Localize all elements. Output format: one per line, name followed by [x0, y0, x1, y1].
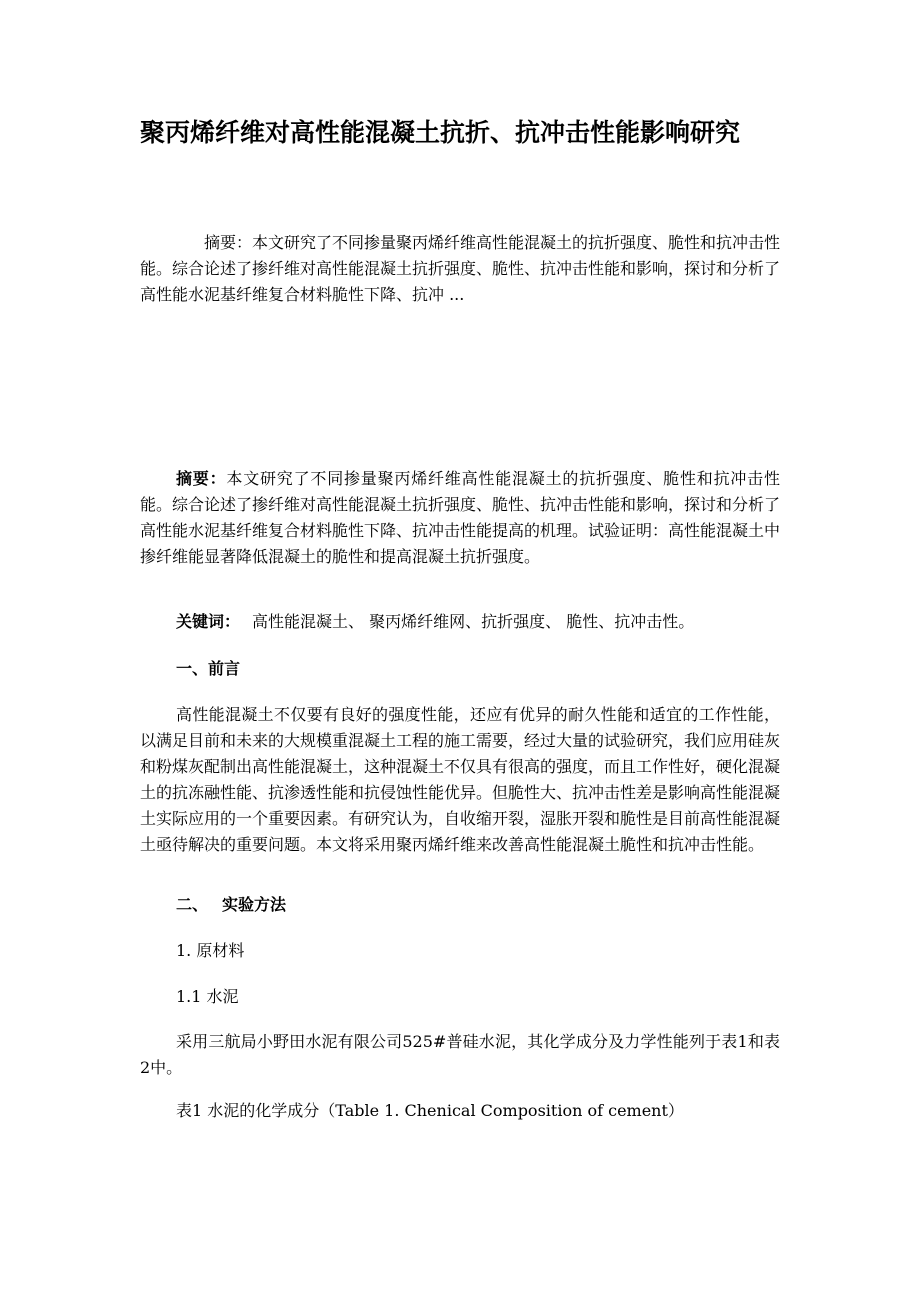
section-heading-methods-number: 二、	[176, 895, 209, 914]
keywords-text: 高性能混凝土、 聚丙烯纤维网、抗折强度、 脆性、抗冲击性。	[252, 612, 695, 631]
table1-caption: 表1 水泥的化学成分（Table 1. Chenical Composition of cement）	[176, 1101, 684, 1120]
cement-paragraph: 采用三航局小野田水泥有限公司525#普硅水泥，其化学成分及力学性能列于表1和表2中。	[140, 1032, 780, 1077]
section-heading-methods	[140, 892, 780, 918]
abstract-text: 本文研究了不同掺量聚丙烯纤维高性能混凝土的抗折强度、脆性和抗冲击性能。综合论述了掺纤维对高性能混凝土抗折强度、脆性、抗冲击性能和影响，探讨和分析了高性能水泥基纤维复合材料脆性下降、抗冲击性能提高的机理。试验证明：高性能混凝土中掺纤维能显著降低混凝土的脆性和提高混凝土抗折强度。	[140, 469, 781, 566]
subsection-raw-materials: 1. 原材料	[176, 941, 245, 960]
document-title: 聚丙烯纤维对高性能混凝土抗折、抗冲击性能影响研究	[140, 118, 741, 147]
abstract-preview: 摘要：本文研究了不同掺量聚丙烯纤维高性能混凝土的抗折强度、脆性和抗冲击性能。综合论述了掺纤维对高性能混凝土抗折强度、脆性、抗冲击性能和影响，探讨和分析了高性能水泥基纤维复合材料脆性下降、抗冲 ...	[140, 233, 781, 304]
section-heading-methods-text: 实验方法	[222, 895, 287, 914]
section-heading-preface: 一、前言	[176, 659, 241, 678]
preface-paragraph: 高性能混凝土不仅要有良好的强度性能，还应有优异的耐久性能和适宜的工作性能，以满足目前和未来的大规模重混凝土工程的施工需要，经过大量的试验研究，我们应用硅灰和粉煤灰配制出高性能混凝土，这种混凝土不仅具有很高的强度，而且工作性好，硬化混凝土的抗冻融性能、抗渗透性能和抗侵蚀性能优异。但脆性大、抗冲击性差是影响高性能混凝土实际应用的一个重要因素。有研究认为，自收缩开裂，湿胀开裂和脆性是目前高性能混凝土亟待解决的重要问题。本文将采用聚丙烯纤维来改善高性能混凝土脆性和抗冲击性能。	[140, 705, 781, 854]
subsection-cement: 1.1 水泥	[176, 987, 239, 1006]
keywords-label: 关键词：	[176, 612, 241, 631]
abstract-paragraph	[140, 466, 780, 570]
keywords-paragraph	[140, 609, 780, 635]
abstract-label: 摘要：	[176, 469, 227, 488]
